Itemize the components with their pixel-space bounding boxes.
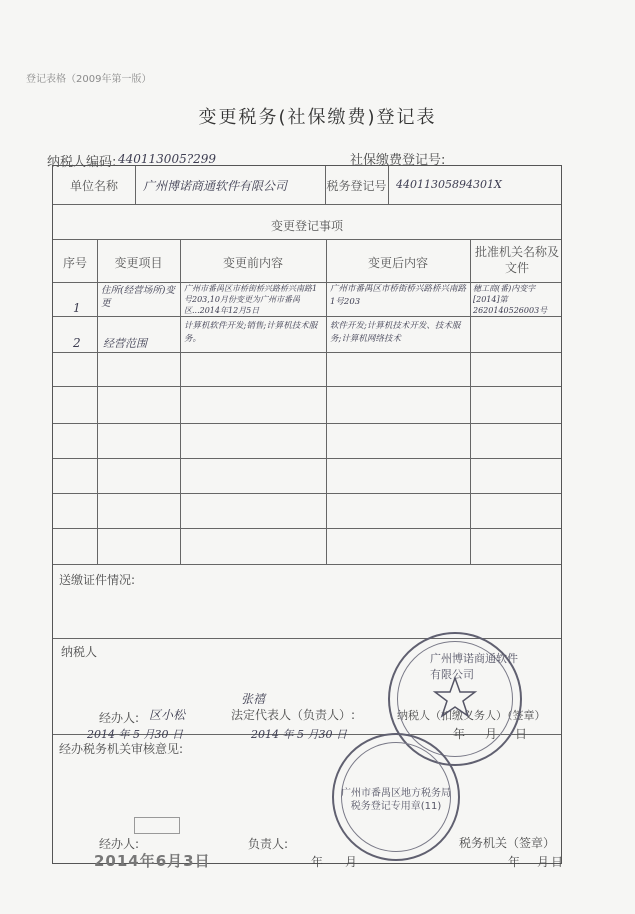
row-before: 广州市番禺区市桥街桥兴路桥兴南路1号203,10月份变更为广州市番禺区...2014年12月5日 <box>184 284 318 315</box>
office-date-stamp: 2014年6月3日 <box>94 852 211 870</box>
row-item: 经营范围 <box>103 337 147 350</box>
office-date-year: 年 <box>311 855 324 869</box>
taxpayer-date3-day: 日 <box>515 727 528 741</box>
office-date-month-2: 月 <box>537 855 550 869</box>
taxpayer-id-value: 440113005?299 <box>118 152 217 166</box>
tax-seal-text: 广州市番禺区地方税务局税务登记专用章(11) <box>341 788 451 812</box>
office-handler-label: 经办人: <box>99 837 140 851</box>
taxpayer-date3-year: 年 <box>453 727 466 741</box>
legal-rep-signature: 张禧 <box>241 692 266 706</box>
social-security-no-label: 社保缴费登记号: <box>350 153 446 168</box>
tax-reg-label: 税务登记号 <box>326 179 387 193</box>
office-handler-box <box>134 817 180 834</box>
header-after: 变更后内容 <box>367 256 428 270</box>
tax-reg-value: 44011305894301X <box>396 178 502 191</box>
form-version-label: 登记表格（2009年第一版） <box>26 74 152 85</box>
form-title: 变更税务(社保缴费)登记表 <box>198 107 437 128</box>
row-after: 广州市番禺区市桥街桥兴路桥兴南路1号203 <box>330 284 467 307</box>
withholding-label: 纳税人（扣缴义务人）（签章） <box>397 709 546 722</box>
handler-signature: 区小松 <box>149 708 186 722</box>
row-no: 2 <box>73 336 81 350</box>
taxpayer-id-label: 纳税人编码: <box>47 155 117 170</box>
unit-name-label: 单位名称 <box>69 179 118 193</box>
office-date-year-2: 年 <box>508 855 521 869</box>
header-approval: 批准机关名称及文件 <box>474 245 559 275</box>
changes-section-title: 变更登记事项 <box>270 219 343 233</box>
taxpayer-date-1: 2014 年 5 月30 日 <box>87 728 183 741</box>
row-after: 软件开发;计算机技术开发、技术服务;计算机网络技术 <box>330 321 461 344</box>
unit-name-value: 广州博诺商通软件有限公司 <box>143 179 288 193</box>
row-no: 1 <box>73 301 81 315</box>
tax-office-opinion-label: 经办税务机关审核意见: <box>59 742 184 756</box>
header-item: 变更项目 <box>114 256 163 270</box>
taxpayer-date3-month: 月 <box>485 727 498 741</box>
row-item: 住所(经营场所)变更 <box>101 285 175 309</box>
legal-rep-label: 法定代表人（负责人）: <box>231 708 356 722</box>
header-no: 序号 <box>62 256 87 270</box>
company-seal-text: 广州博诺商通软件有限公司 <box>430 652 518 681</box>
certificates-label: 送缴证件情况: <box>59 573 136 587</box>
tax-office-seal <box>332 733 460 861</box>
handler-label: 经办人: <box>99 711 140 725</box>
tax-authority-label: 税务机关（签章） <box>459 836 556 850</box>
row-approval: 穗工商(番)内变字[2014]第2620140526003号 <box>473 284 548 315</box>
responsible-label: 负责人: <box>248 837 289 851</box>
taxpayer-label: 纳税人 <box>61 645 98 659</box>
office-date-day: 日 <box>551 855 564 869</box>
row-before: 计算机软件开发;销售;计算机技术服务。 <box>184 321 318 344</box>
header-before: 变更前内容 <box>222 256 283 270</box>
taxpayer-date-2: 2014 年 5 月30 日 <box>251 728 347 741</box>
office-date-month: 月 <box>345 855 358 869</box>
